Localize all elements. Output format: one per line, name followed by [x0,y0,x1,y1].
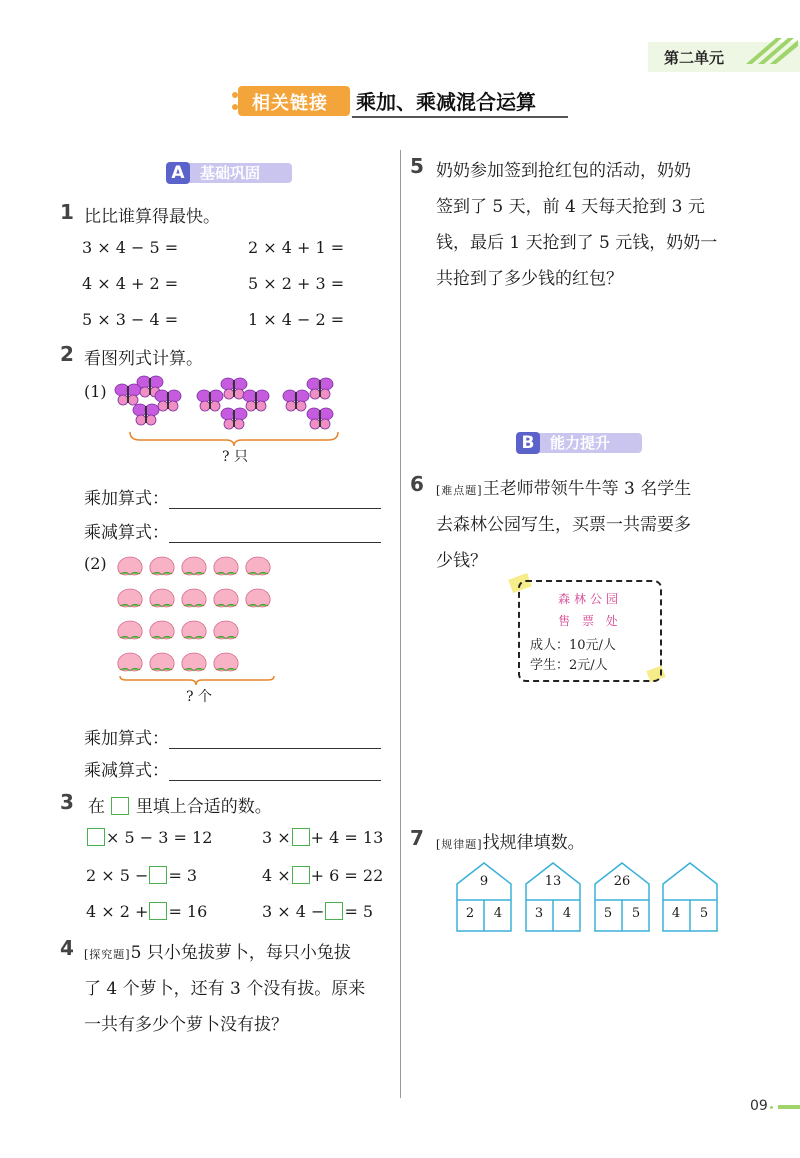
q5-line: 奶奶参加签到抢红包的活动，奶奶 [436,161,691,181]
q1-number: 1 [60,200,74,224]
q2-add-row: 乘加算式： [84,484,381,509]
q3-eq: 2 × 5 − = 3 [86,866,198,885]
answer-line[interactable] [169,490,381,509]
house-right-number: 5 [631,906,641,921]
butterfly-icon [115,384,141,405]
ticket-sign [518,580,662,682]
q6-tag: [难点题] [436,484,483,497]
q7-line: [规律题]找规律填数。 [436,833,585,853]
q4-line: 了 4 个萝卜，还有 3 个没有拔。原来 [84,979,366,999]
q6-line: [难点题]王老师带领牛牛等 3 名学生 [436,479,692,499]
q1-eq: 1 × 4 − 2 = [248,310,345,329]
green-box-icon [111,797,129,815]
house [662,862,718,932]
butterfly-icon [221,408,247,429]
house-icon [456,862,512,932]
ticket-subtitle: 售 票 处 [558,614,622,628]
section-b-label: 能力提升 [550,434,611,452]
answer-line[interactable] [169,730,381,749]
q2-text: 看图列式计算。 [84,349,203,369]
q1-eq: 5 × 3 − 4 = [82,310,179,329]
house-top-number: 9 [479,874,489,889]
q5-line: 签到了 5 天，前 4 天每天抢到 3 元 [436,197,705,217]
answer-box[interactable] [292,828,310,846]
q7-number: 7 [410,826,424,850]
unit-label: 第二单元 [664,49,725,67]
q3-eq: × 5 − 3 = 12 [86,828,212,847]
page-dot-icon [770,1106,773,1109]
q1-eq: 4 × 4 + 2 = [82,274,179,293]
section-a-label: 基础巩固 [200,164,261,182]
house [594,862,650,932]
q2-add-row: 乘加算式： [84,724,381,749]
answer-line[interactable] [169,762,381,781]
butterfly-icon [307,408,333,429]
page-number: 09 [750,1098,768,1114]
house-left-number: 3 [534,906,544,921]
q2-sub-row: 乘减算式： [84,518,381,543]
q1-eq: 2 × 4 + 1 = [248,238,345,257]
butterflies-picture [110,374,350,446]
title-underline [352,116,568,118]
house-right-number: 4 [562,906,572,921]
butterfly-icon [243,390,269,411]
title-badge [238,86,350,116]
q3-eq: 3 × + 4 = 13 [262,828,384,847]
q5-line: 共抢到了多少钱的红包？ [436,269,623,289]
section-a-badge [166,162,292,184]
peaches-brace [118,674,278,686]
q4-line: [探究题]5 只小兔拔萝卜，每只小兔拔 [84,943,351,963]
q3-text: 在 里填上合适的数。 [88,797,272,817]
page-bar [778,1105,800,1109]
q5-line: 钱，最后 1 天抢到了 5 元钱，奶奶一 [436,233,718,253]
ticket-adult-price: 成人：10元/人 [530,638,616,653]
q6-line: 去森林公园写生，买票一共需要多 [436,515,691,535]
q3-eq: 3 × 4 − = 5 [262,902,374,921]
q4-number: 4 [60,936,74,960]
house-left-number: 5 [603,906,613,921]
butterfly-icon [197,390,223,411]
answer-line[interactable] [169,524,381,543]
q2-number: 2 [60,342,74,366]
house-icon [662,862,718,932]
q1-eq: 5 × 2 + 3 = [248,274,345,293]
answer-box[interactable] [292,866,310,884]
ticket-student-price: 学生：2元/人 [530,658,608,673]
q2-part2-label: (2) [84,554,107,573]
q4-tag: [探究题] [84,948,131,961]
house-left-number: 2 [465,906,475,921]
q3-eq: 4 × 2 + = 16 [86,902,208,921]
q5-number: 5 [410,154,424,178]
title-main: 乘加、乘减混合运算 [356,90,536,114]
section-b-badge [516,432,642,454]
house [525,862,581,932]
title-badge-text: 相关链接 [252,93,328,114]
answer-box[interactable] [149,866,167,884]
house-right-number: 4 [493,906,503,921]
house-top-number: 13 [544,874,562,889]
answer-box[interactable] [87,828,105,846]
house-icon [594,862,650,932]
q3-number: 3 [60,790,74,814]
butterfly-icon [307,378,333,399]
answer-box[interactable] [325,902,343,920]
section-b-letter: B [516,432,540,454]
column-divider [400,150,401,1098]
house [456,862,512,932]
answer-box[interactable] [149,902,167,920]
peaches-picture [112,552,282,690]
q2-part1-label: (1) [84,382,107,401]
unit-stripes-icon [742,36,800,66]
house-right-number: 5 [699,906,709,921]
q6-number: 6 [410,472,424,496]
butterfly-icon [283,390,309,411]
q3-eq: 4 × + 6 = 22 [262,866,384,885]
q2-sub-row: 乘减算式： [84,756,381,781]
q2-part2-total: ? 个 [186,689,212,705]
section-a-letter: A [166,162,190,184]
ticket-title: 森林公园 [557,592,622,606]
house-icon [525,862,581,932]
page-title [232,84,568,118]
q7-tag: [规律题] [436,838,483,851]
q2-part1-total: ? 只 [222,449,248,465]
house-top-number: 26 [613,874,631,889]
house-left-number: 4 [671,906,681,921]
butterfly-icon [133,404,159,425]
q4-line: 一共有多少个萝卜没有拔？ [84,1015,288,1035]
q6-line: 少钱？ [436,551,487,571]
q1-eq: 3 × 4 − 5 = [82,238,179,257]
q1-text: 比比谁算得最快。 [84,207,220,227]
